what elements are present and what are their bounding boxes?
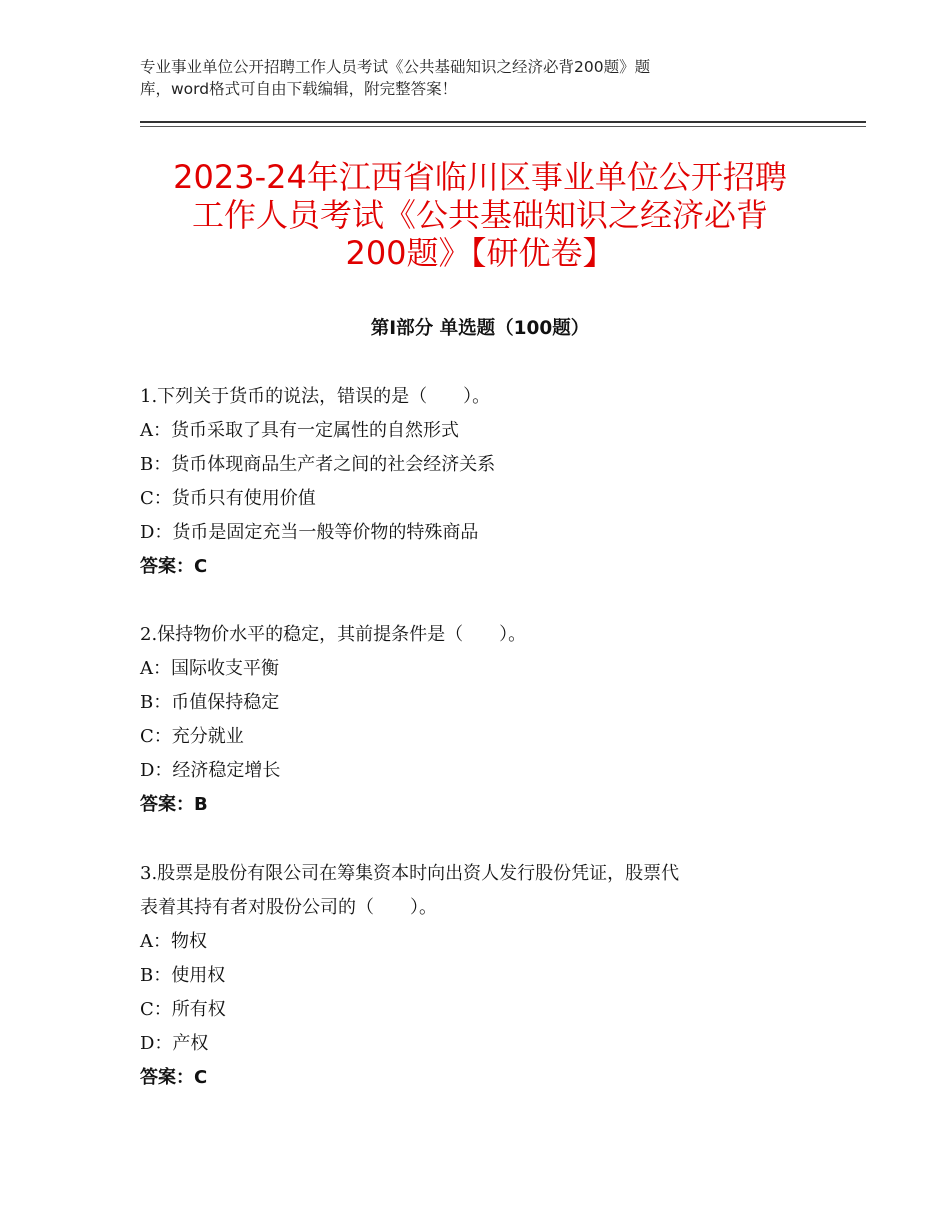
option-b: B：币值保持稳定	[140, 692, 280, 713]
document-title	[140, 158, 820, 272]
header-note	[140, 56, 780, 100]
option-a: A：国际收支平衡	[140, 658, 279, 679]
answer: 答案：B	[140, 794, 208, 815]
option-d: D：货币是固定充当一般等价物的特殊商品	[140, 522, 479, 543]
option-a: A：货币采取了具有一定属性的自然形式	[140, 420, 459, 441]
question-stem-line-2: 表着其持有者对股份公司的（ ）。	[140, 897, 437, 918]
option-d: D：产权	[140, 1033, 209, 1054]
title-line-2: 工作人员考试《公共基础知识之经济必背	[191, 196, 768, 234]
question-stem: 2.保持物价水平的稳定，其前提条件是（ ）。	[140, 624, 527, 645]
question-stem: 1.下列关于货币的说法，错误的是（ ）。	[140, 386, 491, 407]
header-note-line-2: 库，word格式可自由下载编辑，附完整答案！	[140, 80, 458, 98]
header-note-line-1: 专业事业单位公开招聘工作人员考试《公共基础知识之经济必背200题》题	[140, 58, 651, 76]
question-3	[140, 857, 820, 1095]
question-2	[140, 618, 820, 822]
option-c: C：所有权	[140, 999, 226, 1020]
answer: 答案：C	[140, 1067, 208, 1088]
question-1	[140, 380, 820, 584]
title-line-3: 200题》【研优卷】	[345, 234, 615, 272]
section-heading: 第Ⅰ部分 单选题（100题）	[370, 318, 590, 339]
option-b: B：使用权	[140, 965, 226, 986]
title-line-1: 2023-24年江西省临川区事业单位公开招聘	[173, 158, 787, 196]
header-divider-thick	[140, 121, 866, 123]
option-c: C：充分就业	[140, 726, 244, 747]
option-b: B：货币体现商品生产者之间的社会经济关系	[140, 454, 496, 475]
option-d: D：经济稳定增长	[140, 760, 281, 781]
question-stem-line-1: 3.股票是股份有限公司在筹集资本时向出资人发行股份凭证，股票代	[140, 863, 680, 884]
header-divider-thin	[140, 126, 866, 127]
answer: 答案：C	[140, 556, 208, 577]
option-c: C：货币只有使用价值	[140, 488, 316, 509]
option-a: A：物权	[140, 931, 207, 952]
